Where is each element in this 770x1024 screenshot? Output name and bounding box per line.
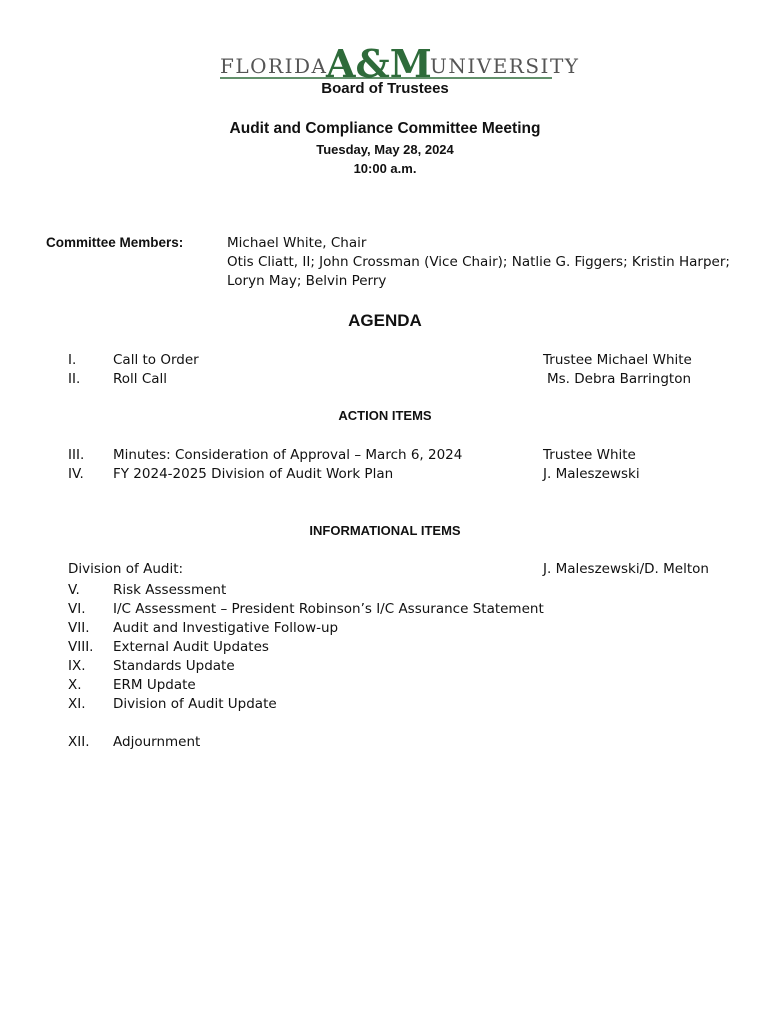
agenda-number: VI. [68, 601, 86, 617]
agenda-number: I. [68, 352, 77, 368]
agenda-item: FY 2024-2025 Division of Audit Work Plan [113, 466, 394, 482]
agenda-item: I/C Assessment – President Robinson’s I/C Assurance Statement [113, 601, 544, 617]
agenda-item: External Audit Updates [113, 639, 269, 655]
board-title: Board of Trustees [321, 80, 449, 97]
agenda-presenter: J. Maleszewski/D. Melton [543, 561, 709, 577]
agenda-presenter: Trustee White [543, 447, 636, 463]
agenda-item: Risk Assessment [113, 582, 227, 598]
members-line-3: Loryn May; Belvin Perry [227, 273, 387, 289]
meeting-title: Audit and Compliance Committee Meeting [229, 120, 541, 137]
agenda-item-adjournment: Adjournment [113, 734, 201, 750]
agenda-item: Audit and Investigative Follow-up [113, 620, 339, 636]
members-label: Committee Members: [46, 235, 184, 250]
info-group-label: Division of Audit: [68, 561, 184, 577]
agenda-presenter: J. Maleszewski [543, 466, 640, 482]
agenda-item: Call to Order [113, 352, 199, 368]
agenda-item: ERM Update [113, 677, 196, 693]
agenda-number: XI. [68, 696, 86, 712]
agenda-title: AGENDA [348, 311, 422, 330]
informational-items-heading: INFORMATIONAL ITEMS [309, 523, 461, 538]
agenda-number: VIII. [68, 639, 94, 655]
famu-logo [220, 40, 580, 86]
members-chair: Michael White, Chair [227, 235, 367, 251]
agenda-number: X. [68, 677, 82, 693]
meeting-date: Tuesday, May 28, 2024 [316, 142, 454, 157]
agenda-item: Standards Update [113, 658, 235, 674]
members-line-2: Otis Cliatt, II; John Crossman (Vice Chair); Natlie G. Figgers; Kristin Harper; [227, 254, 730, 270]
agenda-presenter: Trustee Michael White [543, 352, 692, 368]
logo-left-text: FLORIDA [220, 54, 328, 78]
agenda-number: IV. [68, 466, 84, 482]
agenda-number: V. [68, 582, 80, 598]
agenda-number: XII. [68, 734, 90, 750]
agenda-item: Division of Audit Update [113, 696, 277, 712]
agenda-number: IX. [68, 658, 86, 674]
logo-mark: A&M [326, 41, 432, 86]
agenda-presenter: Ms. Debra Barrington [547, 371, 692, 387]
logo-right-text: UNIVERSITY [430, 54, 580, 78]
agenda-number: VII. [68, 620, 90, 636]
agenda-number: III. [68, 447, 85, 463]
agenda-item: Minutes: Consideration of Approval – March 6, 2024 [113, 447, 463, 463]
meeting-time: 10:00 a.m. [353, 161, 417, 176]
action-items-heading: ACTION ITEMS [338, 408, 432, 423]
agenda-number: II. [68, 371, 81, 387]
agenda-item: Roll Call [113, 371, 168, 387]
